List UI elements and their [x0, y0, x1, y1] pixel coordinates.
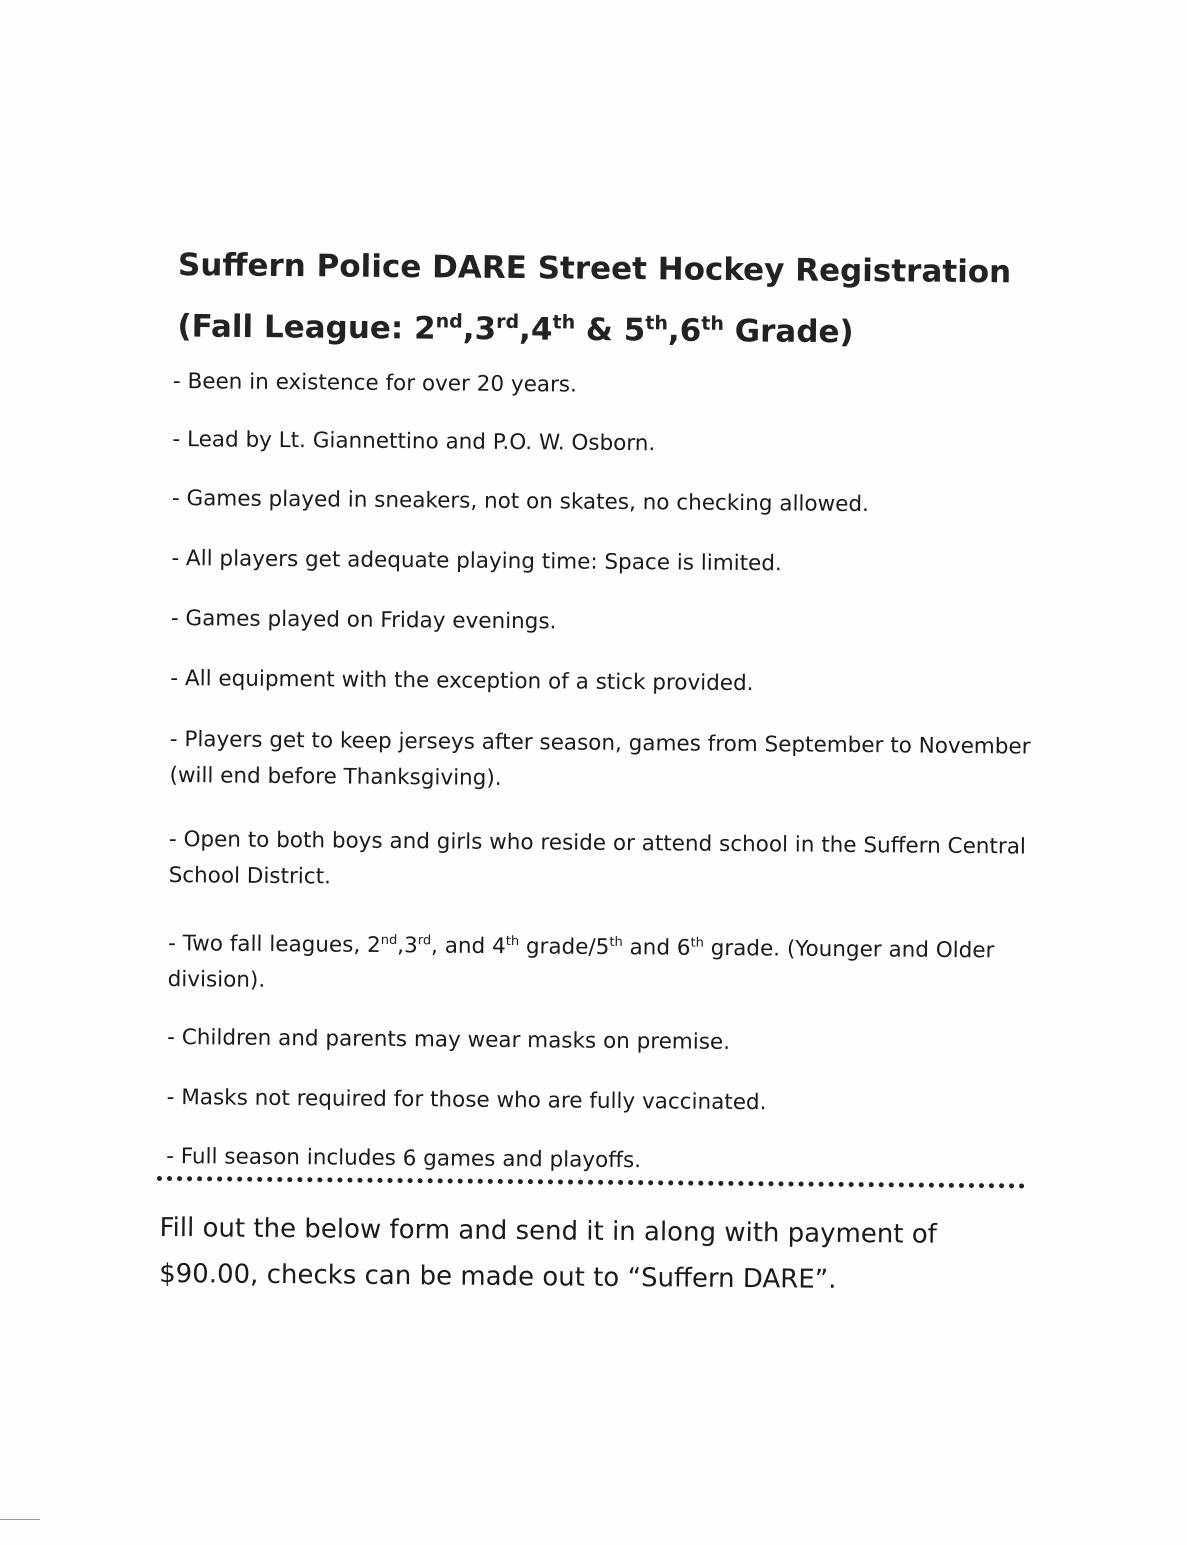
item-text: , and 4 [431, 933, 506, 960]
list-item: - Been in existence for over 20 years. [172, 369, 578, 398]
title-sup: th [645, 312, 669, 335]
list-item: - Players get to keep jerseys after season, games from September to November (will end before Thanksgiving). [169, 727, 1031, 791]
item-sup: th [505, 933, 520, 950]
title-text: ,4 [518, 311, 553, 348]
list-item-leagues [168, 921, 1049, 1006]
item-text: grade. (Younger and Older division). [167, 935, 995, 994]
scan-mark [0, 1519, 40, 1520]
item-sup: th [609, 934, 623, 950]
list-item: - Games played on Friday evenings. [170, 606, 557, 635]
title-sup: th [552, 311, 576, 334]
list-item: - Open to both boys and girls who reside or attend school in the Suffern Central School District. [168, 827, 1027, 890]
item-sup: nd [380, 932, 398, 949]
title-line-1: Suffern Police DARE Street Hockey Registration [177, 247, 1012, 291]
title-sup: nd [435, 310, 463, 333]
page-title [177, 238, 1011, 361]
payment-instructions: Fill out the below form and send it in along with payment of $90.00, checks can be made out to “Suffern DARE”. [159, 1212, 937, 1295]
title-line-2 [177, 292, 1011, 361]
item-text: - Two fall leagues, 2 [167, 931, 381, 959]
list-item: - All players get adequate playing time: Space is limited. [171, 546, 782, 577]
item-text: and 6 [622, 935, 691, 961]
item-text: grade/5 [518, 934, 610, 961]
list-item: - Games played in sneakers, not on skates, no checking allowed. [171, 486, 870, 518]
title-text: ,6 [667, 312, 702, 349]
list-item: - Children and parents may wear masks on premise. [167, 1025, 731, 1055]
list-item: - All equipment with the exception of a stick provided. [170, 666, 754, 697]
list-item: - Masks not required for those who are fully vaccinated. [166, 1085, 767, 1116]
title-text: Grade) [723, 313, 854, 351]
item-sup: th [690, 935, 704, 951]
list-item: - Lead by Lt. Giannettino and P.O. W. Osborn. [172, 427, 656, 457]
title-text: ,3 [462, 310, 497, 348]
list-item: - Full season includes 6 games and playoffs. [166, 1144, 642, 1174]
title-text: (Fall League: 2 [177, 308, 436, 347]
item-text: ,3 [397, 933, 418, 959]
title-text: & 5 [574, 311, 646, 349]
title-sup: rd [496, 310, 520, 334]
item-sup: rd [417, 933, 432, 949]
title-sup: th [701, 312, 725, 335]
